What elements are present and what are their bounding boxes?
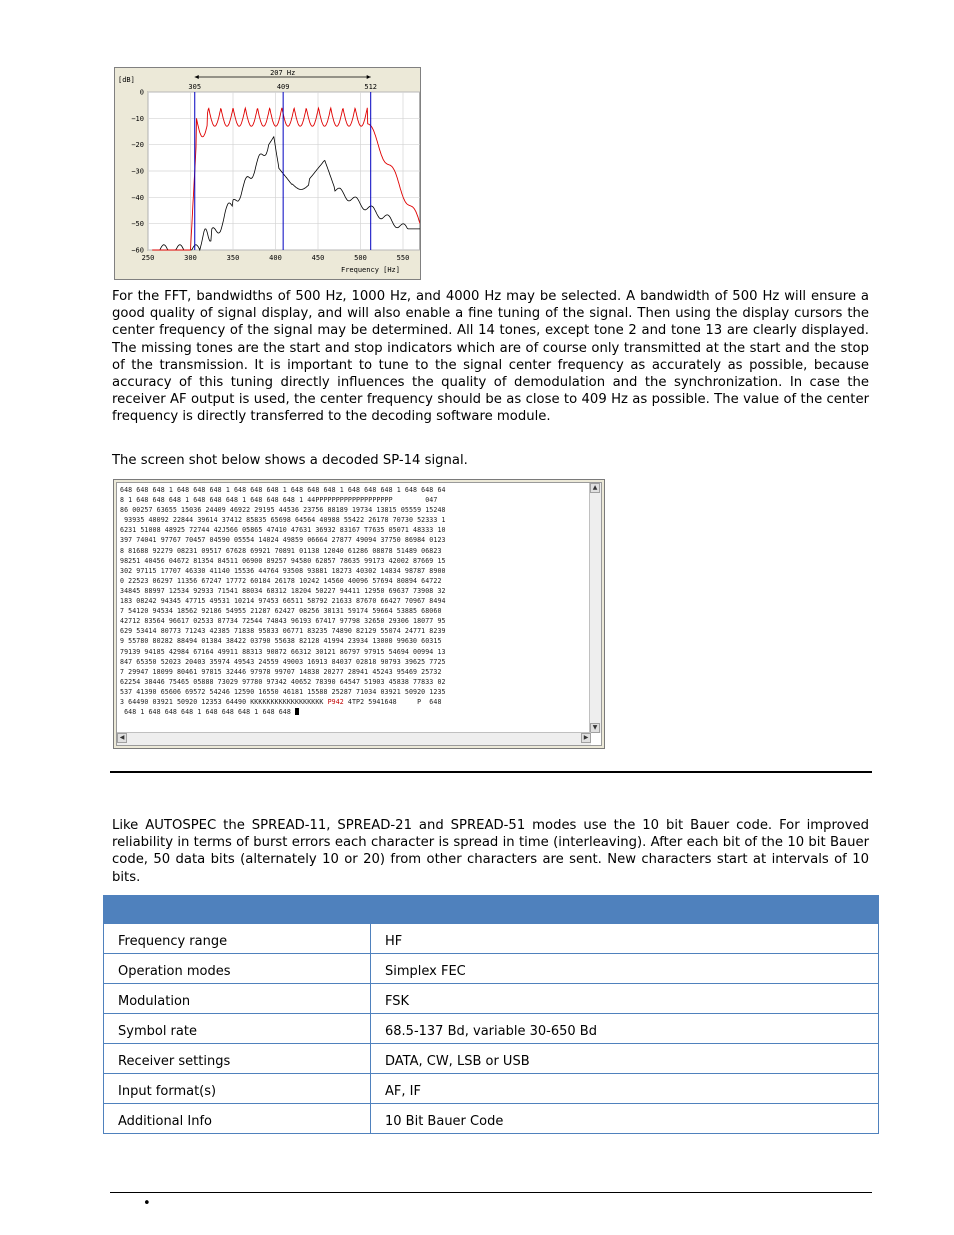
- scroll-right-icon[interactable]: ▶: [581, 733, 591, 743]
- decoder-line-text: 183 08242 94345 47715 49531 10214 97453 66511 58792 21633 87670 66427 70967 8494: [120, 597, 446, 606]
- param-value: 10 Bit Bauer Code: [371, 1104, 879, 1134]
- decoder-highlight-text: P942: [327, 697, 344, 706]
- cursor-label: 409: [276, 83, 290, 91]
- param-name: Frequency range: [104, 924, 371, 954]
- arrow-right-icon: [367, 75, 371, 79]
- decoder-line-text: 98251 40456 04672 81354 84511 06900 89257 94580 62857 78635 99173 42002 87669 15: [120, 556, 446, 565]
- scroll-up-icon[interactable]: ▲: [590, 483, 600, 493]
- cursor-label: 305: [188, 83, 202, 91]
- decoder-line-text: 34845 88997 12534 92933 71541 88034 68312 18204 50227 94411 12950 69637 73908 32: [120, 586, 446, 595]
- table-row: [104, 954, 879, 984]
- decoder-line-text: 629 53414 80773 71243 42385 71838 95833 06771 83235 74890 82129 55074 24771 8239: [120, 627, 446, 636]
- decoder-line: [120, 677, 446, 687]
- decoder-line: [120, 505, 446, 515]
- decoder-line-text: 62254 38446 75465 05888 73029 97780 97342 40652 78390 64547 51903 45838 77833 02: [120, 677, 446, 686]
- param-name: Input format(s): [104, 1074, 371, 1104]
- decoder-line: [120, 566, 446, 576]
- decoder-line: [120, 495, 446, 505]
- decoder-line-text: 8 81688 92279 08231 09517 67628 69921 70891 01138 12040 61286 08878 51489 06823: [120, 546, 442, 555]
- decoder-line-text: 93935 48092 22844 39614 37412 85835 65698 64564 40988 55422 26178 70730 52333 1: [120, 516, 446, 525]
- y-unit-label: [dB]: [118, 76, 135, 84]
- table-row: [104, 1074, 879, 1104]
- fft-spectrum-figure: [114, 67, 421, 280]
- scroll-down-icon[interactable]: ▼: [590, 723, 600, 733]
- param-value: Simplex FEC: [371, 954, 879, 984]
- decoder-line-text: 847 65350 52023 20403 35974 49543 24559 49003 16913 84037 02818 90793 39625 7725: [120, 657, 446, 666]
- decoder-line: [120, 535, 446, 545]
- decoder-line: [120, 657, 446, 667]
- param-name: Receiver settings: [104, 1044, 371, 1074]
- param-value: FSK: [371, 984, 879, 1014]
- param-value: HF: [371, 924, 879, 954]
- decoder-line-text: 4TP2 5941648 P 648: [343, 697, 442, 706]
- decoder-line-text: 648 1 648 648 648 1 648 648 648 1 648 648: [120, 708, 295, 717]
- param-name: Additional Info: [104, 1104, 371, 1134]
- param-name: Symbol rate: [104, 1014, 371, 1044]
- y-tick-label: −50: [131, 220, 144, 229]
- decoder-line: [120, 687, 446, 697]
- fft-description-paragraph: For the FFT, bandwidths of 500 Hz, 1000 Hz, and 4000 Hz may be selected. A bandwidth of 500 Hz will ensure a good quality of signal display, and will also enable a fine tuning of the signal. Then using the display cursors the center frequency of the signal may be determined. All 14 tones, except tone 2 and tone 13 are clearly displayed. The missing tones are the start and stop indicators which are of course only transmitted at the start and the stop of the transmission. It is important to tune to the signal center frequency as accurately as possible, because accuracy of this tuning directly influences the quality of demodulation and the synchronization. In case the receiver AF output is used, the center frequency should be as close to 409 Hz as possible. The value of the center frequency is directly transferred to the decoding software module.: [112, 289, 869, 425]
- decoder-line: [120, 485, 446, 495]
- vertical-scrollbar[interactable]: [589, 483, 601, 733]
- text-cursor: [295, 708, 299, 715]
- x-tick-label: 350: [226, 254, 240, 262]
- x-tick-label: 300: [184, 254, 197, 262]
- table-header-row: [104, 896, 879, 924]
- decoder-line: [120, 556, 446, 566]
- section-divider: [110, 771, 872, 773]
- decoder-line: [120, 636, 446, 646]
- x-tick-label: 550: [396, 254, 410, 262]
- param-value: DATA, CW, LSB or USB: [371, 1044, 879, 1074]
- y-tick-label: −40: [131, 193, 144, 202]
- table-header-cell: [104, 896, 371, 924]
- y-tick-label: −10: [131, 114, 144, 123]
- decoder-line-text: 648 648 648 1 648 648 648 1 648 648 648 1 648 648 648 1 648 648 648 1 648 648 64: [120, 486, 446, 494]
- param-value: AF, IF: [371, 1074, 879, 1104]
- decoder-line-text: 397 74041 97767 70457 04590 05554 14024 49859 06664 27877 49094 37750 86984 0123: [120, 536, 446, 545]
- decoder-line-text: 0 22523 06297 11356 67247 17772 60184 26178 10242 14560 40096 57694 80894 64722: [120, 576, 442, 585]
- footer-bullet: •: [143, 1196, 151, 1211]
- decoder-line-text: 86 00257 63655 15036 24409 46922 29195 44536 23756 88189 19734 13815 05559 15248: [120, 506, 446, 515]
- decoder-line: [120, 707, 446, 717]
- decoder-line-text: 8 1 648 648 648 1 648 648 648 1 648 648 648 1 44PPPPPPPPPPPPPPPPPPP 047: [120, 496, 438, 505]
- x-tick-label: 500: [354, 254, 367, 262]
- horizontal-scrollbar[interactable]: [117, 732, 591, 745]
- decoder-line-text: 7 29947 18099 80461 97815 32446 97978 99707 14838 20277 28941 45243 95469 25732: [120, 667, 442, 676]
- decoder-line: [120, 596, 446, 606]
- decoder-line-text: 6231 51008 48925 72744 42J566 05865 47410 47631 36932 83167 T7635 05071 48333 10: [120, 526, 446, 535]
- decoder-line: [120, 515, 446, 525]
- decoder-line: [120, 647, 446, 657]
- param-value: 68.5-137 Bd, variable 30-650 Bd: [371, 1014, 879, 1044]
- decoder-line: [120, 697, 446, 707]
- table-row: [104, 1104, 879, 1134]
- screenshot-caption: The screen shot below shows a decoded SP-14 signal.: [112, 453, 468, 468]
- arrow-left-icon: [195, 75, 199, 79]
- decoder-line-text: 79139 94185 42984 67164 49911 88313 90872 66312 30121 86797 97915 54694 00994 13: [120, 647, 446, 656]
- decoder-line: [120, 525, 446, 535]
- param-name: Operation modes: [104, 954, 371, 984]
- footer-divider: [110, 1192, 872, 1193]
- mode-parameters-table: [103, 895, 879, 1134]
- cursor-label: 512: [364, 83, 378, 91]
- param-name: Modulation: [104, 984, 371, 1014]
- bandwidth-label: 207 Hz: [270, 69, 296, 77]
- fft-plot: [115, 68, 420, 279]
- table-row: [104, 1044, 879, 1074]
- decoder-line-text: 9 55780 80282 88494 01384 38422 03790 55638 82128 41994 23934 13000 99630 60315: [120, 637, 442, 646]
- decoder-output-window: [113, 479, 605, 749]
- x-tick-label: 250: [141, 254, 155, 262]
- decoder-line: [120, 616, 446, 626]
- y-tick-label: −60: [131, 246, 144, 255]
- decoder-line: [120, 626, 446, 636]
- table-row: [104, 1014, 879, 1044]
- table-header-cell: [371, 896, 879, 924]
- decoder-line-text: 7 54120 94534 18562 92186 54955 21287 62427 08256 38131 59174 59664 53885 68060: [120, 607, 442, 616]
- decoder-line-text: 537 41390 65606 69572 54246 12590 16550 46181 15588 25287 71034 03921 50920 1235: [120, 687, 446, 696]
- decoder-line: [120, 546, 446, 556]
- y-tick-label: −20: [131, 141, 144, 150]
- x-axis-label: Frequency [Hz]: [340, 266, 400, 274]
- y-tick-label: 0: [139, 88, 144, 97]
- decoder-line-text: 3 64490 03921 50920 12353 64490 KKKKKKKKKKKKKKKKKK: [120, 697, 328, 706]
- decoder-line: [120, 667, 446, 677]
- decoder-line: [120, 586, 446, 596]
- table-row: [104, 984, 879, 1014]
- y-tick-label: −30: [131, 167, 144, 176]
- spread-description-paragraph: Like AUTOSPEC the SPREAD-11, SPREAD-21 and SPREAD-51 modes use the 10 bit Bauer code. For improved reliability in terms of burst errors each character is spread in time (interleaving). After each bit of the 10 bit Bauer code, 50 data bits (alternately 10 or 20) from other characters are sent. New characters start at intervals of 10 bits.: [112, 818, 869, 885]
- decoder-line: [120, 606, 446, 616]
- decoded-text: [120, 485, 446, 717]
- decoder-text-area[interactable]: [116, 482, 602, 746]
- decoder-line: [120, 576, 446, 586]
- scroll-left-icon[interactable]: ◀: [117, 733, 127, 743]
- table-row: [104, 924, 879, 954]
- x-tick-label: 400: [269, 254, 282, 262]
- x-tick-label: 450: [311, 254, 325, 262]
- decoder-line-text: 42712 83564 96617 02533 87734 72544 74843 96193 67417 97798 32650 29306 18077 95: [120, 617, 446, 626]
- decoder-line-text: 302 97115 17707 46330 41140 15536 44764 93508 93881 18273 40302 14834 98787 8900: [120, 566, 446, 575]
